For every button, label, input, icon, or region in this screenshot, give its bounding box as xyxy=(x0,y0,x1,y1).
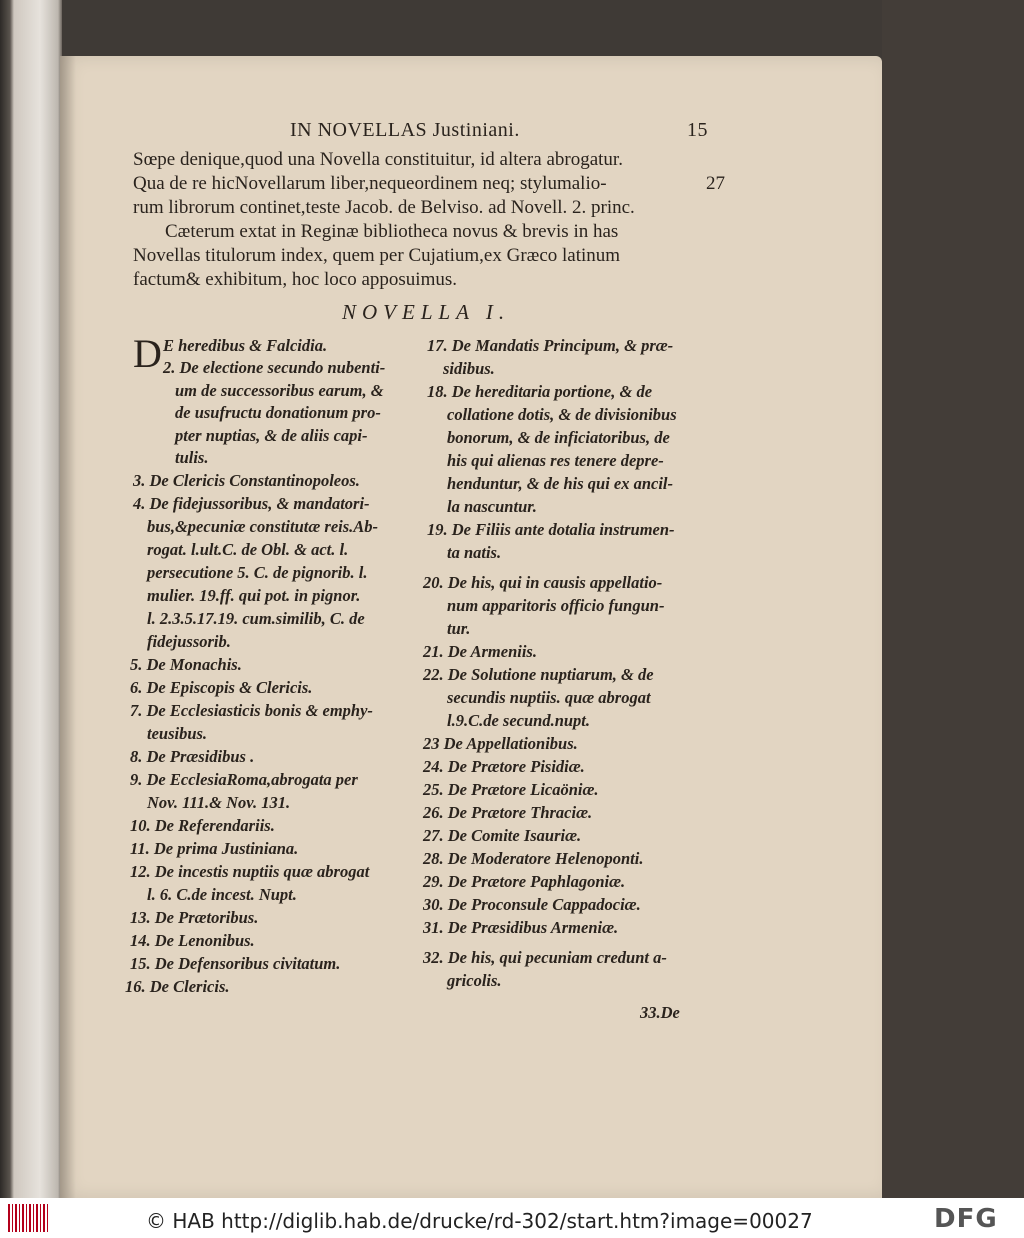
list-item: 10. De Referendariis. xyxy=(130,816,275,835)
list-item: 18. De hereditaria portione, & de xyxy=(427,382,653,401)
list-item: 19. De Filiis ante dotalia instrumen- xyxy=(427,520,675,539)
spine-shadow xyxy=(60,56,76,1198)
list-item: 12. De incestis nuptiis quæ abrogat xyxy=(130,862,370,881)
intro-line: rum librorum continet,teste Jacob. de Belviso. ad Novell. 2. princ. xyxy=(133,197,635,218)
list-item: 24. De Prætore Pisidiæ. xyxy=(423,757,585,776)
list-item: persecutione 5. C. de pignorib. l. xyxy=(147,563,368,582)
list-item: ta natis. xyxy=(447,543,502,562)
list-item: 25. De Prætore Licaöniæ. xyxy=(423,780,599,799)
list-item: sidibus. xyxy=(443,359,495,378)
list-item: 16. De Clericis. xyxy=(125,977,230,996)
list-item: 7. De Ecclesiasticis bonis & emphy- xyxy=(130,701,373,720)
list-item: l. 6. C.de incest. Nupt. xyxy=(147,885,297,904)
intro-line: Novellas titulorum index, quem per Cujatium,ex Græco latinum xyxy=(133,245,621,266)
list-item: his qui alienas res tenere depre- xyxy=(447,451,664,470)
list-item: 14. De Lenonibus. xyxy=(130,931,255,950)
list-item: 32. De his, qui pecuniam credunt a- xyxy=(423,948,667,967)
book-gutter xyxy=(0,0,62,1198)
list-item: de usufructu donationum pro- xyxy=(175,403,381,422)
list-item: 11. De prima Justiniana. xyxy=(130,839,299,858)
list-item: l.9.C.de secund.nupt. xyxy=(447,711,591,730)
list-item: 23 De Appellationibus. xyxy=(423,734,578,753)
barcode-icon xyxy=(8,1204,48,1232)
list-item: tur. xyxy=(447,619,471,638)
list-item: rogat. l.ult.C. de Obl. & act. l. xyxy=(147,540,349,559)
list-item: collatione dotis, & de divisionibus xyxy=(447,405,677,424)
list-item: fidejussorib. xyxy=(147,632,231,651)
list-item: 6. De Episcopis & Clericis. xyxy=(130,678,313,697)
drop-cap: D xyxy=(133,331,162,376)
running-head: IN NOVELLAS Justiniani. xyxy=(290,119,520,141)
intro-line: Cæterum extat in Reginæ bibliotheca novus & brevis in has xyxy=(165,221,619,242)
list-item: 17. De Mandatis Principum, & præ- xyxy=(427,336,674,355)
list-item: pter nuptias, & de aliis capi- xyxy=(175,426,368,445)
scan-background xyxy=(882,0,1024,1198)
list-item: 29. De Prætore Paphlagoniæ. xyxy=(423,872,626,891)
list-item: 13. De Prætoribus. xyxy=(130,908,259,927)
list-item: tulis. xyxy=(175,448,209,467)
list-item: 5. De Monachis. xyxy=(130,655,242,674)
intro-line: Sœpe denique,quod una Novella constituitur, id altera abrogatur. xyxy=(133,149,623,170)
list-item: 26. De Prætore Thraciæ. xyxy=(423,803,593,822)
catchword: 33.De xyxy=(640,1003,680,1022)
list-item: 22. De Solutione nuptiarum, & de xyxy=(423,665,654,684)
list-item: 27. De Comite Isauriæ. xyxy=(423,826,582,845)
margin-note: 27 xyxy=(706,173,725,194)
list-item: 15. De Defensoribus civitatum. xyxy=(130,954,341,973)
list-item: teusibus. xyxy=(147,724,208,743)
list-item: la nascuntur. xyxy=(447,497,537,516)
list-item: bus,&pecuniæ constitutæ reis.Ab- xyxy=(147,517,379,536)
list-item: bonorum, & de inficiatoribus, de xyxy=(447,428,670,447)
list-item: Nov. 111.& Nov. 131. xyxy=(147,793,291,812)
list-item: 8. De Præsidibus . xyxy=(130,747,255,766)
copyright-link[interactable]: © HAB http://diglib.hab.de/drucke/rd-302/start.htm?image=00027 xyxy=(146,1209,813,1233)
list-item: 3. De Clericis Constantinopoleos. xyxy=(133,471,360,490)
intro-line: Qua de re hicNovellarum liber,nequeordinem neq; stylumalio- xyxy=(133,173,607,194)
list-item: 2. De electione secundo nubenti- xyxy=(163,358,386,377)
list-item: 28. De Moderatore Helenoponti. xyxy=(423,849,644,868)
list-item: l. 2.3.5.17.19. cum.similib, C. de xyxy=(147,609,365,628)
list-item: 4. De fidejussoribus, & mandatori- xyxy=(133,494,370,513)
dfg-logo: DFG xyxy=(934,1204,998,1234)
list-item: henduntur, & de his qui ex ancil- xyxy=(447,474,674,493)
list-item: um de successoribus earum, & xyxy=(175,381,384,400)
list-item: mulier. 19.ff. qui pot. in pignor. xyxy=(147,586,361,605)
list-item: 9. De EcclesiaRoma,abrogata per xyxy=(130,770,358,789)
list-item: 20. De his, qui in causis appellatio- xyxy=(423,573,663,592)
list-item: gricolis. xyxy=(447,971,502,990)
list-item: 31. De Præsidibus Armeniæ. xyxy=(423,918,619,937)
section-title: NOVELLA I. xyxy=(342,300,511,324)
list-item: E heredibus & Falcidia. xyxy=(163,336,328,355)
list-item: 21. De Armeniis. xyxy=(423,642,537,661)
intro-line: factum& exhibitum, hoc loco apposuimus. xyxy=(133,269,458,290)
list-item: 30. De Proconsule Cappadociæ. xyxy=(423,895,641,914)
page-number: 15 xyxy=(687,119,708,141)
list-item: num apparitoris officio fungun- xyxy=(447,596,665,615)
list-item: secundis nuptiis. quæ abrogat xyxy=(447,688,651,707)
